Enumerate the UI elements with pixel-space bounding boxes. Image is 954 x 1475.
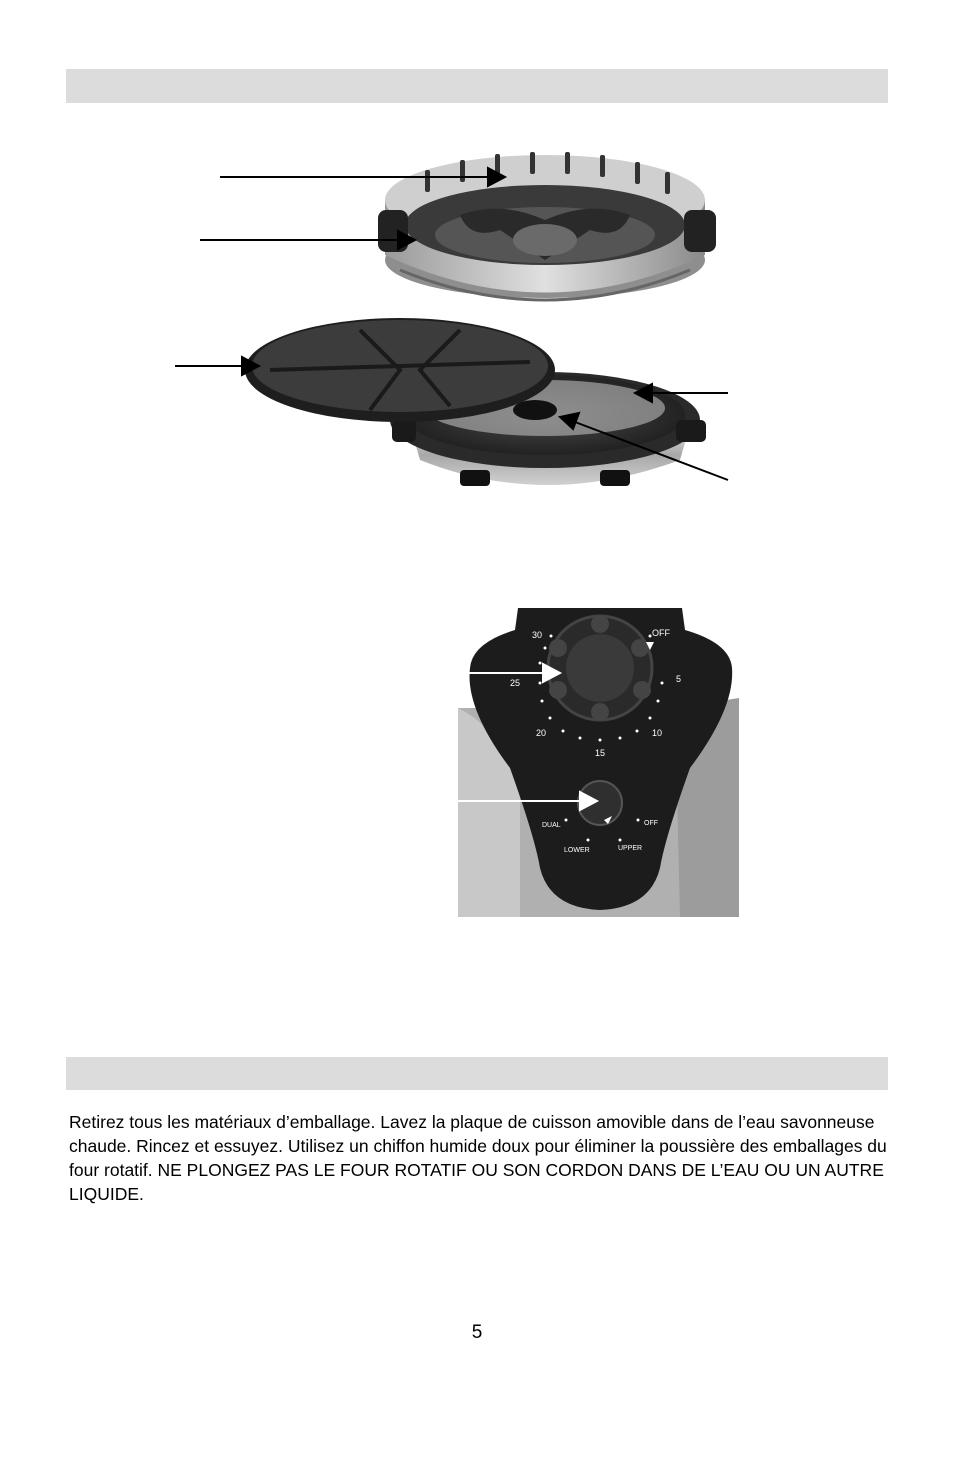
timer-label-off: OFF [652, 628, 670, 638]
timer-label-15: 15 [595, 748, 606, 758]
selector-label-upper: UPPER [618, 845, 643, 852]
page-number: 5 [471, 1322, 483, 1343]
control-panel-diagram [450, 588, 742, 918]
section-header-band [66, 69, 888, 103]
upper-lid [378, 152, 716, 300]
timer-label-10: 10 [652, 728, 663, 738]
section-header-band [66, 1057, 888, 1090]
timer-label-5: 5 [676, 674, 682, 684]
timer-label-25: 25 [510, 678, 521, 688]
instructions-paragraph: Retirez tous les matériaux d’emballage. Lavez la plaque de cuisson amovible dans de l’eau savonneuse chaude. Rincez et essuyez. Utilisez un chiffon humide doux pour éliminer la poussière des emballages du four rotatif. NE PLONGEZ PAS LE FOUR ROTATIF OU SON CORDON DANS DE L’EAU OU UN AUTRE LIQUIDE. [69, 1112, 887, 1204]
cooking-plate [245, 318, 555, 422]
timer-label-30: 30 [532, 630, 543, 640]
timer-label-20: 20 [536, 728, 547, 738]
oven-diagram [160, 130, 760, 510]
selector-label-lower: LOWER [564, 847, 590, 854]
selector-label-dual: DUAL [542, 822, 561, 829]
selector-label-off: OFF [644, 820, 658, 827]
